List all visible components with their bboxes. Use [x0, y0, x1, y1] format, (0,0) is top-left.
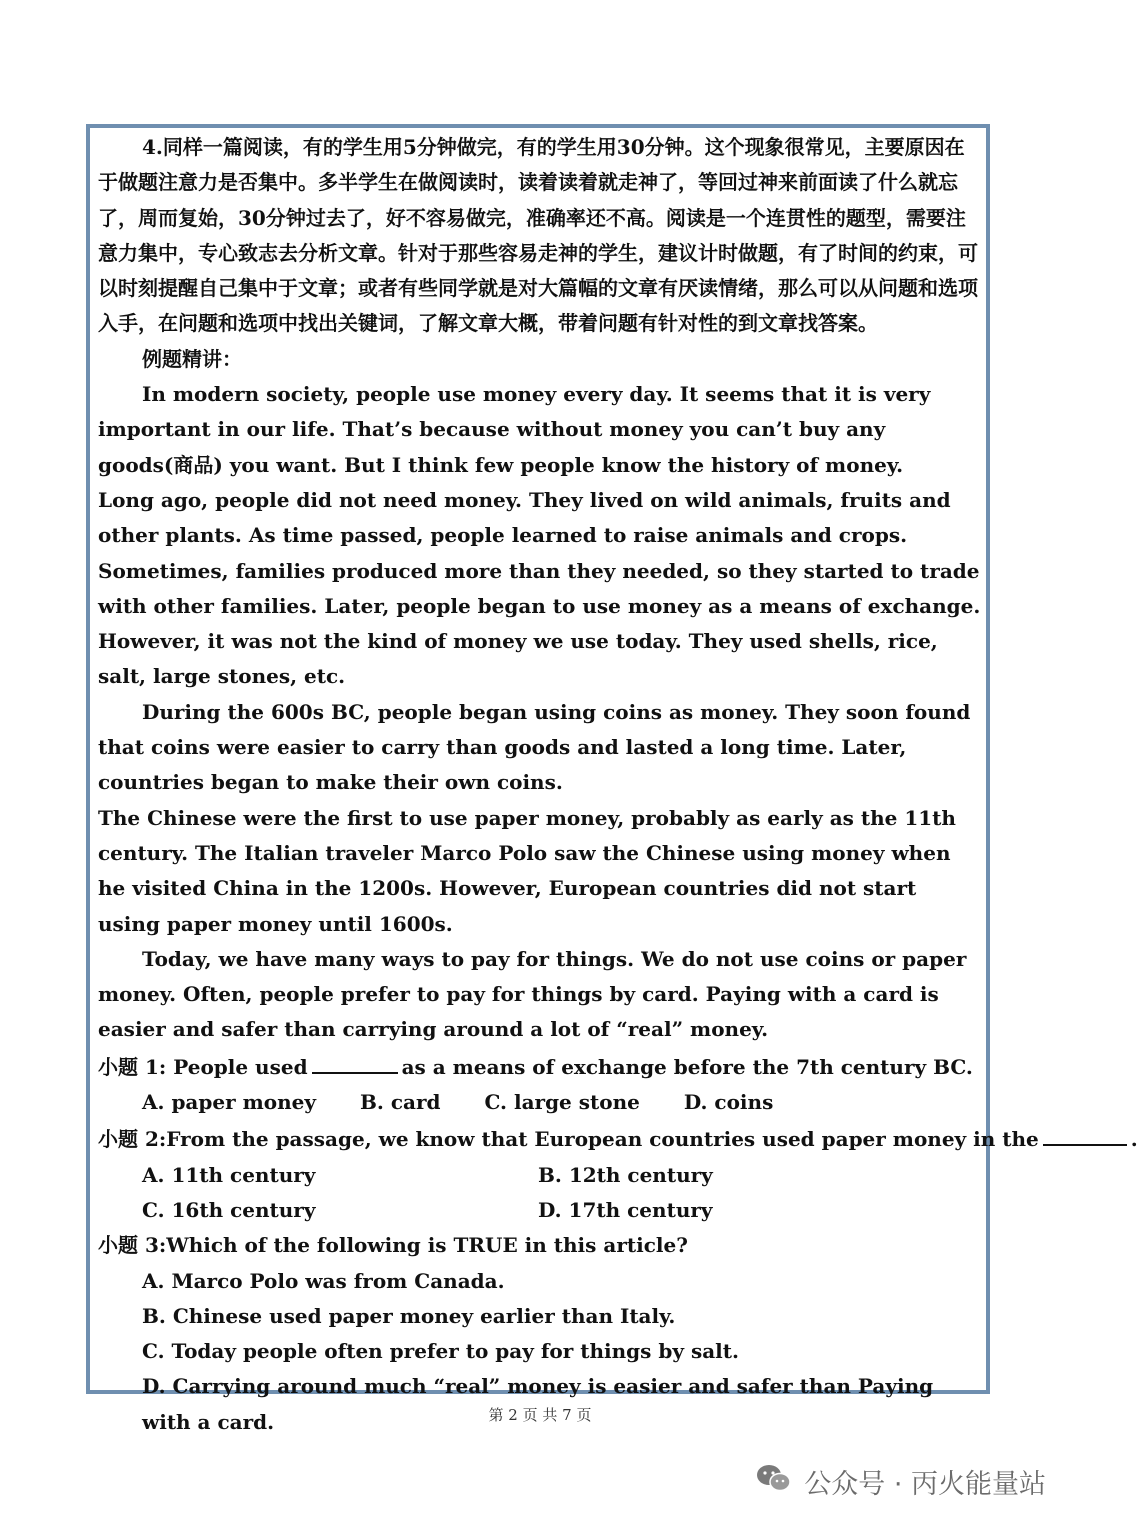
example-label: 例题精讲：	[142, 346, 242, 371]
q2-option-d: D. 17th century	[538, 1197, 713, 1222]
page-number-footer: 第 2 页 共 7 页	[488, 1406, 592, 1424]
question-2	[98, 1120, 1138, 1157]
q3-option-c: C. Today people often prefer to pay for things by salt.	[142, 1339, 739, 1364]
question-2-prefix: 小题 2:From the passage, we know that European countries used paper money in the	[98, 1127, 1039, 1152]
passage-paragraph-1: In modern society, people use money every day. It seems that it is very important in our life. That’s because without money you can’t buy any goods(商品) you want. But I think few people know the history of money.	[98, 382, 931, 477]
question-2-options-row-1	[98, 1158, 982, 1193]
passage-paragraph-3: During the 600s BC, people began using coins as money. They soon found that coins were easier to carry than goods and lasted a long time. Later, countries began to make their own coins.	[98, 699, 971, 795]
q2-option-a: A. 11th century	[142, 1162, 316, 1187]
question-2-options-row-2	[98, 1193, 982, 1228]
q1-option-a: A. paper money	[142, 1090, 316, 1115]
passage-paragraph-4: The Chinese were the first to use paper money, probably as early as the 11th century. The Italian traveler Marco Polo saw the Chinese using money when he visited China in the 1200s. However, European countries did not start using paper money until 1600s.	[98, 805, 956, 936]
q3-option-a: A. Marco Polo was from Canada.	[142, 1268, 505, 1293]
question-2-blank	[1043, 1120, 1127, 1146]
wechat-icon	[756, 1463, 792, 1500]
question-2-suffix: .	[1130, 1127, 1138, 1152]
question-1-prefix: 小题 1: People used	[98, 1054, 308, 1079]
question-1	[98, 1048, 982, 1085]
intro-paragraph: 4.同样一篇阅读，有的学生用5分钟做完，有的学生用30分钟。这个现象很常见，主要原因在于做题注意力是否集中。多半学生在做阅读时，读着读着就走神了，等回过神来前面读了什么就忘了，周而复始，30分钟过去了，好不容易做完，准确率还不高。阅读是一个连贯性的题型，需要注意力集中，专心致志去分析文章。针对于那些容易走神的学生，建议计时做题，有了时间的约束，可以时刻提醒自己集中于文章；或者有些同学就是对大篇幅的文章有厌读情绪，那么可以从问题和选项入手，在问题和选项中找出关键词，了解文章大概，带着问题有针对性的到文章找答案。	[98, 135, 978, 336]
watermark	[756, 1462, 1046, 1501]
passage-paragraph-2: Long ago, people did not need money. They lived on wild animals, fruits and other plants. As time passed, people learned to raise animals and crops. Sometimes, families produced more than they needed, so they started to trade with other families. Later, people began to use money as a means of exchange. However, it was not the kind of money we use today. They used shells, rice, salt, large stones, etc.	[98, 487, 981, 689]
q3-option-d: D. Carrying around much “real” money is easier and safer than Paying with a card.	[142, 1374, 934, 1434]
question-3: 小题 3:Which of the following is TRUE in this article?	[98, 1233, 688, 1258]
question-1-options	[98, 1085, 982, 1120]
question-1-blank	[312, 1048, 398, 1074]
q1-option-c: C. large stone	[484, 1090, 640, 1115]
q1-option-b: B. card	[359, 1090, 441, 1115]
q2-option-b: B. 12th century	[538, 1162, 713, 1187]
watermark-text: 公众号 · 丙火能量站	[804, 1469, 1046, 1500]
passage-paragraph-5: Today, we have many ways to pay for things. We do not use coins or paper money. Often, people prefer to pay for things by card. Paying with a card is easier and safer than carrying around a lot of “real” money.	[98, 946, 967, 1042]
document-content	[98, 130, 1138, 1440]
q2-option-c: C. 16th century	[142, 1197, 316, 1222]
q1-option-d: D. coins	[683, 1090, 774, 1115]
q3-option-b: B. Chinese used paper money earlier than Italy.	[142, 1303, 676, 1328]
question-1-suffix: as a means of exchange before the 7th century BC.	[401, 1054, 973, 1079]
